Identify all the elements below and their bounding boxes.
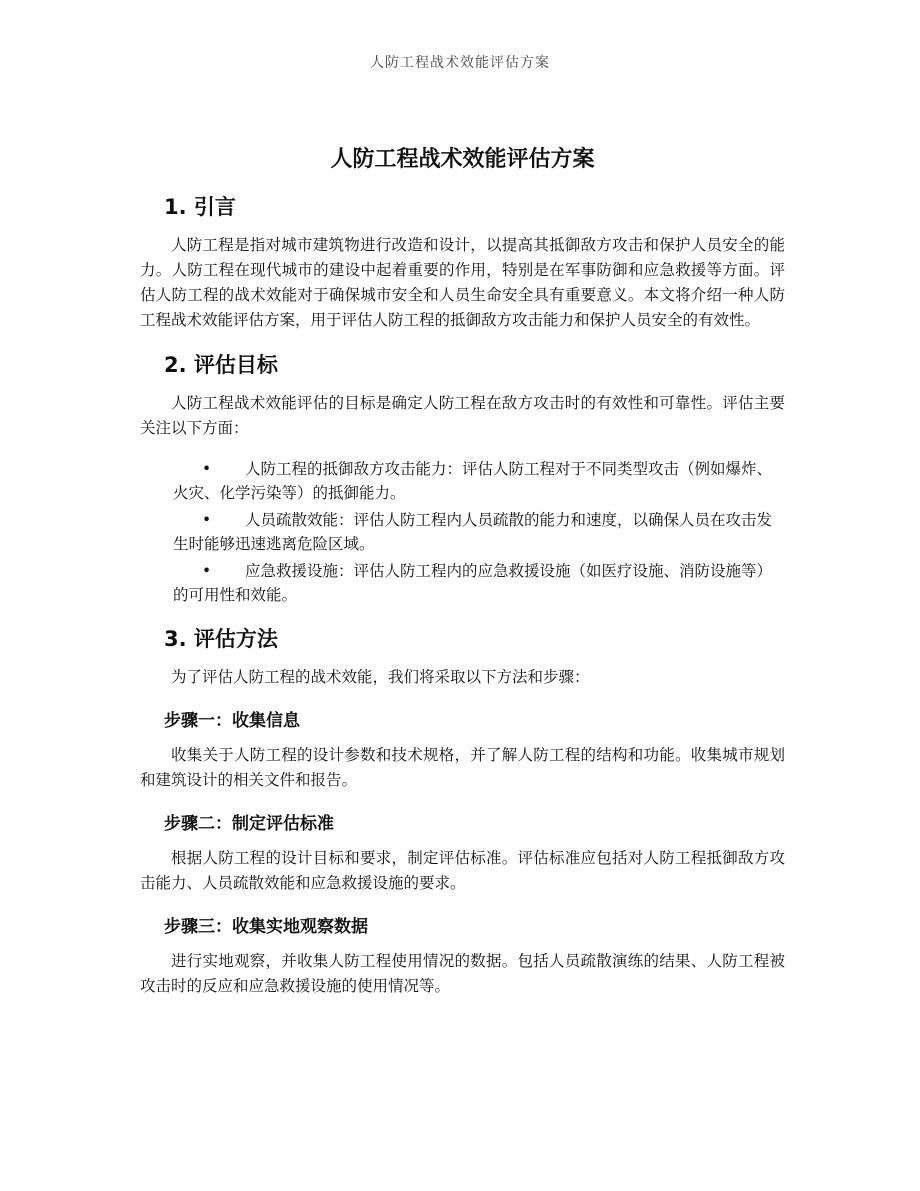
list-item-text: 人防工程的抵御敌方攻击能力：评估人防工程对于不同类型攻击（例如爆炸、火灾、化学污染等）的抵御能力。 [173,460,773,502]
document-title: 人防工程战术效能评估方案 [330,147,595,172]
objectives-list [140,457,785,607]
bullet-icon: • [202,460,212,478]
introduction-paragraph: 人防工程是指对城市建筑物进行改造和设计，以提高其抵御敌方攻击和保护人员安全的能力。人防工程在现代城市的建设中起着重要的作用，特别是在军事防御和应急救援等方面。评估人防工程的战术效能对于确保城市安全和人员生命安全具有重要意义。本文将介绍一种人防工程战术效能评估方案，用于评估人防工程的抵御敌方攻击能力和保护人员安全的有效性。 [140,236,785,329]
list-item [140,457,785,505]
bullet-icon: • [202,511,212,529]
list-item-text: 应急救援设施：评估人防工程内的应急救援设施（如医疗设施、消防设施等）的可用性和效能。 [173,562,773,604]
step-heading: 步骤一：收集信息 [164,711,300,731]
document-body [140,142,785,1015]
list-item [140,559,785,607]
methods-intro: 为了评估人防工程的战术效能，我们将采取以下方法和步骤： [171,668,590,686]
list-item-text: 人员疏散效能：评估人防工程内人员疏散的能力和速度，以确保人员在攻击发生时能够迅速逃离危险区域。 [173,511,773,553]
step-heading: 步骤三：收集实地观察数据 [164,917,368,937]
objectives-paragraph: 人防工程战术效能评估的目标是确定人防工程在敌方攻击时的有效性和可靠性。评估主要关注以下方面： [140,394,785,437]
step-paragraph: 收集关于人防工程的设计参数和技术规格，并了解人防工程的结构和功能。收集城市规划和建筑设计的相关文件和报告。 [140,746,785,789]
section-heading-objectives: 2. 评估目标 [164,353,278,377]
step-heading: 步骤二：制定评估标准 [164,814,334,834]
section-heading-introduction: 1. 引言 [164,195,236,219]
step-paragraph: 进行实地观察，并收集人防工程使用情况的数据。包括人员疏散演练的结果、人防工程被攻击时的反应和应急救援设施的使用情况等。 [140,952,785,995]
list-item [140,508,785,556]
section-heading-methods: 3. 评估方法 [164,627,278,651]
step-paragraph: 根据人防工程的设计目标和要求，制定评估标准。评估标准应包括对人防工程抵御敌方攻击能力、人员疏散效能和应急救援设施的要求。 [140,849,785,892]
running-header: 人防工程战术效能评估方案 [370,55,550,71]
bullet-icon: • [202,562,212,580]
